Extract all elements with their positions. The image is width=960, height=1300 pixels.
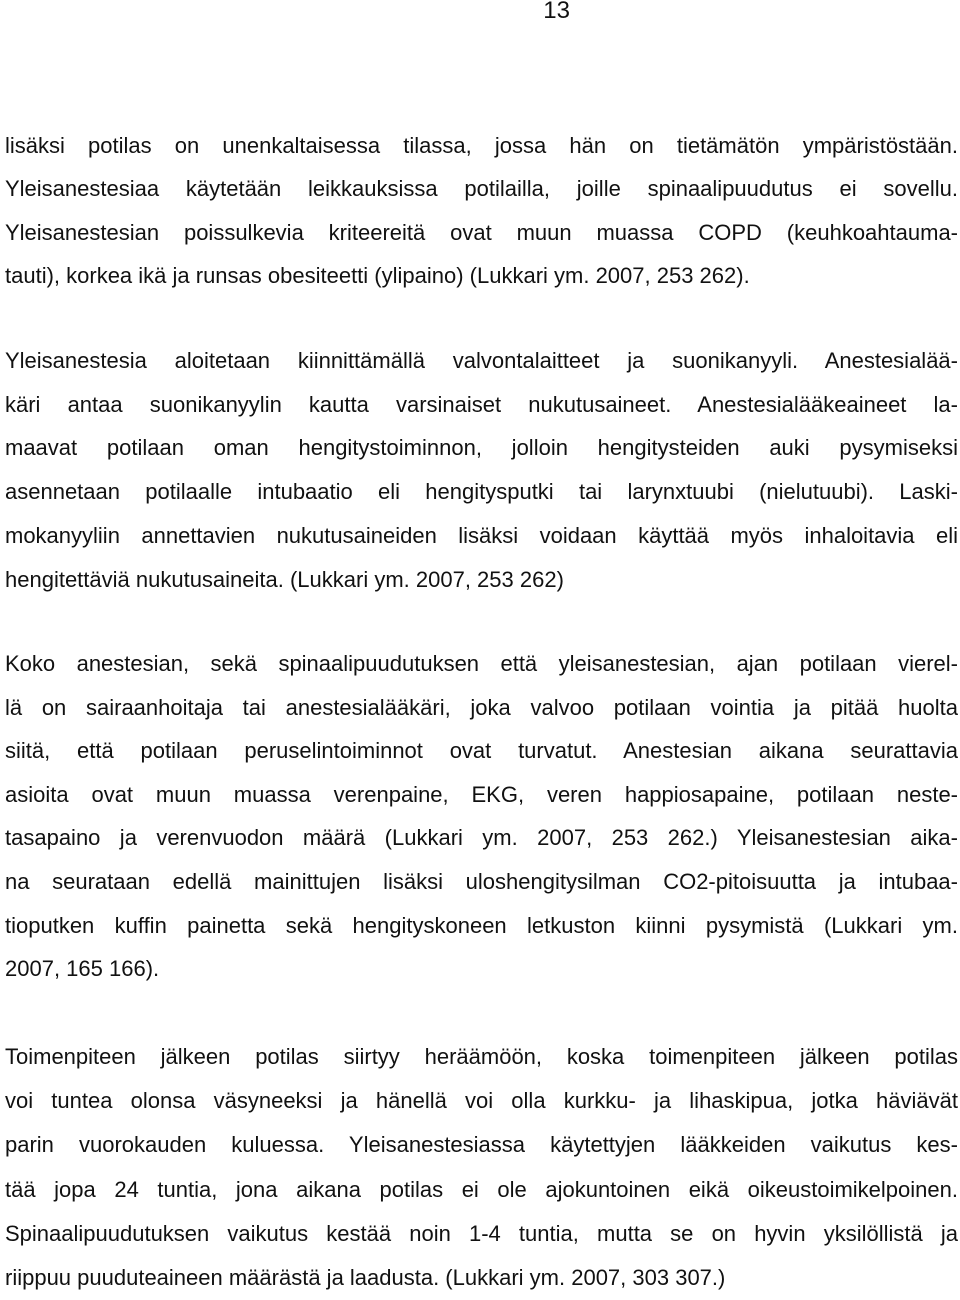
text-line: 2007, 165 166). [5,956,160,982]
text-line: lisäksi potilas on unenkaltaisessa tilassa, jossa hän on tietämätön ympäristöstään. [5,133,958,158]
text-line: na seurataan edellä mainittujen lisäksi uloshengitysilman CO2-pitoisuutta ja intubaa- [5,868,958,894]
text-line: mokanyyliin annettavien nukutusaineiden lisäksi voidaan käyttää myös inhaloitavia eli [5,522,958,548]
text-line: hengitettäviä nukutusaineita. (Lukkari ym. 2007, 253 262) [5,566,564,592]
text-line: Yleisanestesian poissulkevia kriteereitä ovat muun muassa COPD (keuhkoahtauma- [5,219,958,245]
text-line: lä on sairaanhoitaja tai anestesialääkäri, joka valvoo potilaan vointia ja pitää huolta [5,694,958,720]
text-line: riippuu puuduteaineen määrästä ja laadusta. (Lukkari ym. 2007, 303 307.) [5,1265,726,1291]
text-line: käri antaa suonikanyylin kautta varsinaiset nukutusaineet. Anestesialääkeaineet la- [5,391,958,417]
text-line: tää jopa 24 tuntia, jona aikana potilas ei ole ajokuntoinen eikä oikeustoimikelpoinen. [5,1176,958,1202]
text-line: parin vuorokauden kuluessa. Yleisanestesiassa käytettyjen lääkkeiden vaikutus kes- [5,1132,958,1158]
paragraph-general-anesthesia-intro [5,124,958,297]
paragraph-anesthesia-induction [5,339,958,601]
text-line: voi tuntea olonsa väsyneeksi ja hänellä voi olla kurkku- ja lihaskipua, jotka häviävät [5,1088,958,1114]
text-line: asennetaan potilaalle intubaatio eli hengitysputki tai larynxtuubi (nielutuubi). Laski- [5,479,958,505]
text-line: tasapaino ja verenvuodon määrä (Lukkari ym. 2007, 253 262.) Yleisanestesian aika- [5,825,958,851]
text-line: tioputken kuffin painetta sekä hengityskoneen letkuston kiinni pysymistä (Lukkari ym. [5,912,958,938]
text-line: tauti), korkea ikä ja runsas obesiteetti (ylipaino) (Lukkari ym. 2007, 253 262). [5,262,750,288]
text-line: Yleisanestesia aloitetaan kiinnittämällä valvontalaitteet ja suonikanyyli. Anestesialää- [5,348,958,373]
text-line: Spinaalipuudutuksen vaikutus kestää noin 1-4 tuntia, mutta se on hyvin yksilöllistä ja [5,1220,958,1246]
text-line: Toimenpiteen jälkeen potilas siirtyy heräämöön, koska toimenpiteen jälkeen potilas [5,1044,958,1069]
text-line: Koko anestesian, sekä spinaalipuudutuksen että yleisanestesian, ajan potilaan vierel- [5,651,958,676]
text-line: asioita ovat muun muassa verenpaine, EKG, veren happiosapaine, potilaan neste- [5,781,958,807]
text-line: siitä, että potilaan peruselintoiminnot ovat turvatut. Anestesian aikana seurattavia [5,738,958,764]
text-line: maavat potilaan oman hengitystoiminnon, jolloin hengitysteiden auki pysymiseksi [5,435,958,461]
paragraph-anesthesia-monitoring [5,642,958,991]
paragraph-post-procedure-recovery [5,1035,958,1300]
text-line: Yleisanestesiaa käytetään leikkauksissa potilailla, joille spinaalipuudutus ei sovellu. [5,176,958,202]
page-number: 13 [543,0,570,24]
